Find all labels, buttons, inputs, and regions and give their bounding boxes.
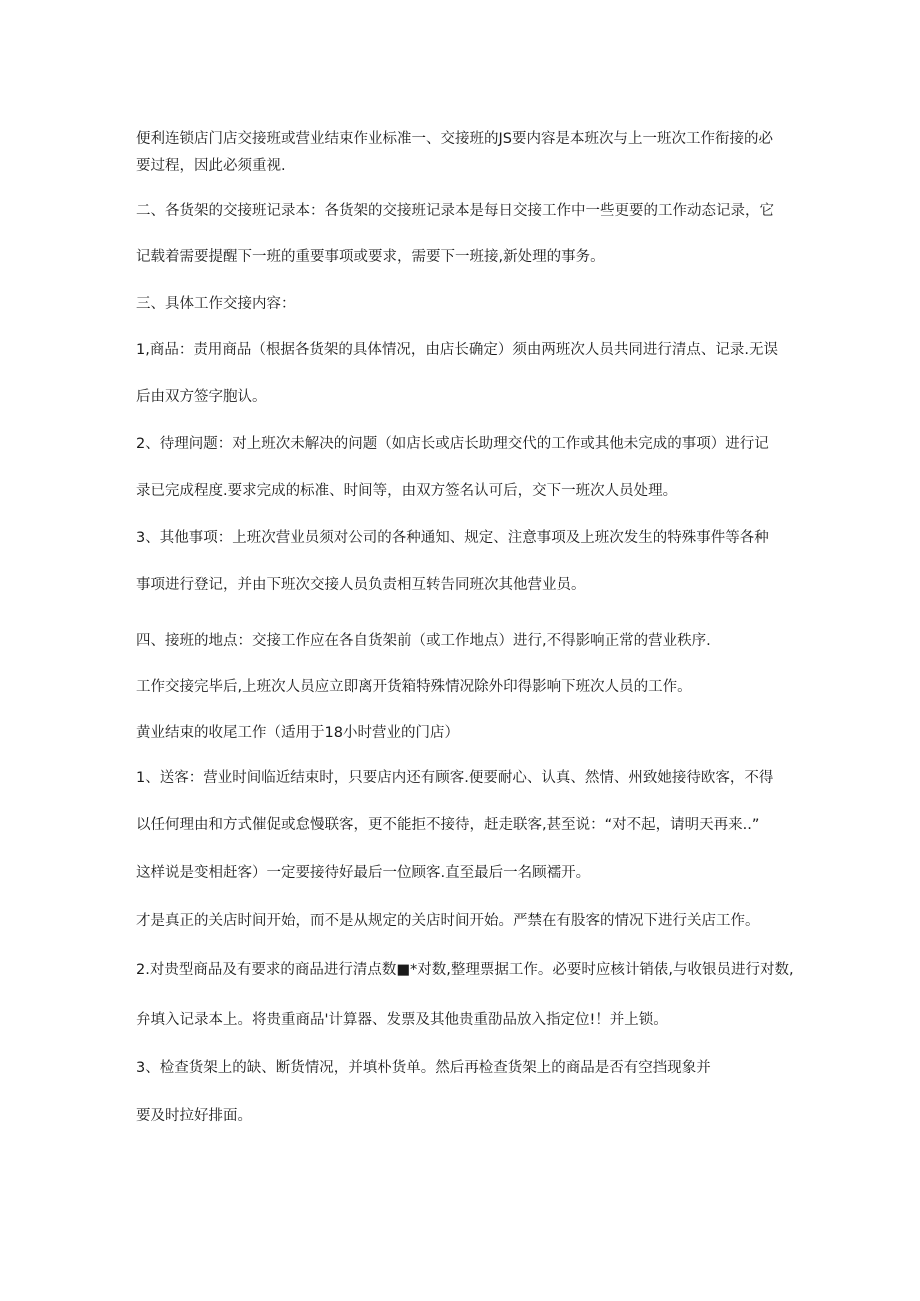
- text-line: 录已完成程度.要求完成的标准、时间等，由双方签名认可后，交下一班次人员处理。: [136, 483, 678, 499]
- text-line: 要及时拉好排面。: [136, 1108, 252, 1124]
- text-line: 四、接班的地点：交接工作应在各自货架前（或工作地点）进行,不得影响正常的营业秩序.: [136, 633, 711, 649]
- text-line: 二、各货架的交接班记录本：各货架的交接班记录本是每日交接工作中一些更要的工作动态记录，它: [136, 203, 774, 219]
- text-line: 事项进行登记，并由下班次交接人员负责相互转告同班次其他营业员。: [136, 577, 586, 593]
- text-line: 要过程，因此必须重视.: [136, 158, 286, 174]
- text-line: 2、待理问题：对上班次未解决的问题（如店长或店长助理交代的工作或其他未完成的事项）进行记: [136, 436, 769, 452]
- text-line: 弁填入记录本上。将贵重商品'计算器、发票及其他贵重劭品放入指定位!！并上锁。: [136, 1012, 668, 1028]
- text-line: 便利连锁店门店交接班或营业结束作业标准一、交接班的JS要内容是本班次与上一班次工作衔接的必: [136, 131, 773, 147]
- text-line: 3、其他事项：上班次营业员须对公司的各种通知、规定、注意事项及上班次发生的特殊事件等各种: [136, 530, 769, 546]
- text-line: 1、送客：营业时间临近结束时，只要店内还有顾客.便要耐心、认真、然情、州致她接待欧客，不得: [136, 770, 774, 786]
- text-line: 这样说是变相赶客）一定要接待好最后一位顾客.直至最后一名顾襦开。: [136, 865, 591, 881]
- text-line: 黄业结束的收尾工作（适用于18小时营业的门店）: [136, 725, 459, 741]
- text-line: 记载着需要提醒下一班的重要事项或要求，需要下一班接,新处理的事务。: [136, 249, 605, 265]
- text-line: 2.对贵型商品及有要求的商品进行清点数■*对数,整理票据工作。必要时应核计销俵,与收银员进行对数,: [136, 962, 794, 978]
- text-line: 工作交接完毕后,上班次人员应立即离开货箱特殊情况除外印得影响下班次人员的工作。: [136, 679, 692, 695]
- text-line: 1,商品：责用商品（根据各货架的具体情况，由店长确定）须由两班次人员共同进行清点、记录.无误: [136, 342, 778, 358]
- text-line: 以任何理由和方式催促或怠慢联客，更不能拒不接待，赶走联客,甚至说：“对不起，请明天再来..”: [136, 817, 760, 833]
- text-line: 3、检查货架上的缺、断货情况，并填朴货单。然后再检查货架上的商品是否有空挡现象并: [136, 1060, 711, 1076]
- text-line: 后由双方签字胞认。: [136, 389, 267, 405]
- text-line: 三、具体工作交接内容：: [136, 296, 296, 312]
- text-line: 才是真正的关店时间开始，而不是从规定的关店时间开始。严禁在有股客的情况下进行关店工作。: [136, 913, 760, 929]
